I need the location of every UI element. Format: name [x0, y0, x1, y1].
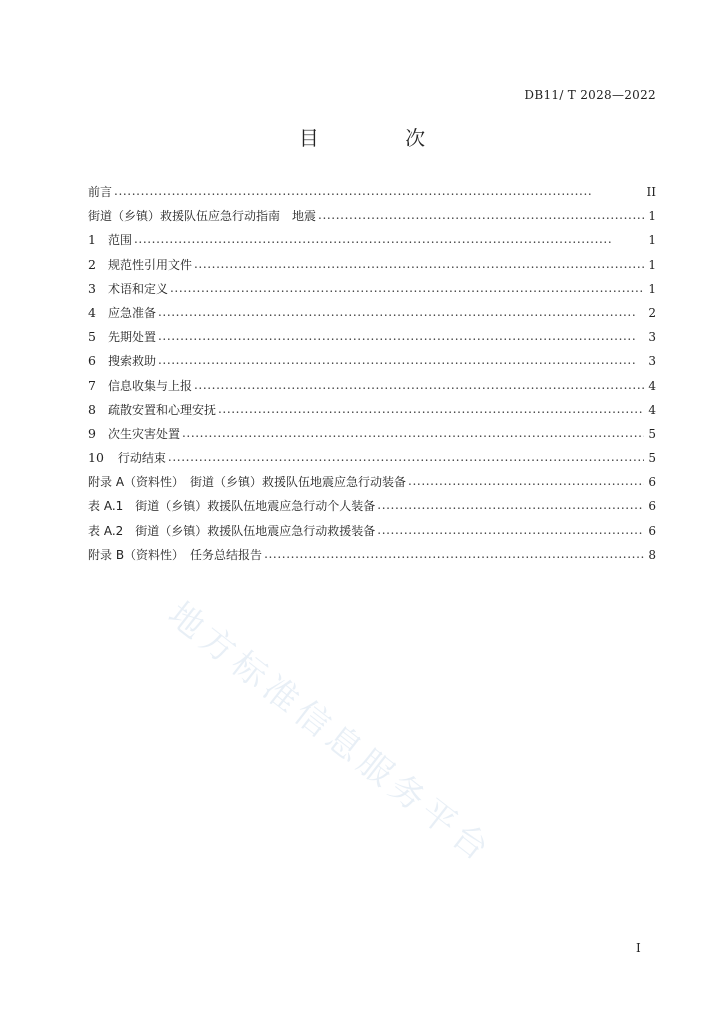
toc-entry-page: 6	[648, 475, 656, 490]
toc-entry-number: 1	[88, 232, 96, 248]
toc-entry-page: 2	[648, 305, 656, 320]
toc-leader-dots	[264, 547, 644, 559]
toc-entry-table-a1[interactable]	[88, 497, 656, 521]
toc-entry-label: 搜索救助	[107, 354, 156, 369]
toc-entry-page: 1	[648, 257, 656, 272]
toc-entry-page: 8	[648, 547, 656, 562]
toc-entry-terms[interactable]	[88, 280, 656, 304]
toc-entry-label: 应急准备	[107, 305, 156, 320]
toc-entry-number: 5	[88, 329, 96, 345]
toc-leader-dots	[377, 523, 644, 535]
toc-leader-dots	[182, 426, 644, 438]
toc-entry-number: 3	[88, 280, 96, 296]
toc-entry-page: 6	[648, 523, 656, 538]
table-of-contents	[88, 183, 656, 570]
toc-entry-page: 3	[648, 330, 656, 345]
toc-leader-dots	[158, 329, 644, 341]
toc-entry-preparation[interactable]	[88, 304, 656, 328]
toc-leader-dots	[194, 378, 644, 390]
toc-leader-dots	[377, 498, 644, 510]
toc-entry-page: 5	[648, 451, 656, 466]
page-title: 目 次	[298, 126, 466, 150]
toc-leader-dots	[158, 305, 644, 317]
toc-leader-dots	[134, 232, 644, 244]
toc-entry-page: II	[646, 185, 656, 199]
toc-entry-number: 2	[88, 256, 96, 272]
toc-entry-number: 9	[88, 425, 96, 441]
toc-entry-page: 1	[648, 209, 656, 224]
toc-entry-evacuation[interactable]	[88, 401, 656, 425]
toc-entry-foreword[interactable]	[88, 183, 656, 207]
toc-leader-dots	[318, 208, 644, 220]
toc-entry-label: 前言	[88, 185, 113, 199]
toc-entry-label: 次生灾害处置	[107, 426, 180, 441]
toc-entry-information-reporting[interactable]	[88, 377, 656, 401]
toc-entry-secondary-disasters[interactable]	[88, 425, 656, 449]
toc-entry-search-rescue[interactable]	[88, 352, 656, 376]
toc-entry-page: 1	[648, 233, 656, 248]
toc-entry-label: 表 A.2 街道（乡镇）救援队伍地震应急行动救援装备	[88, 523, 376, 538]
toc-entry-appendix-a[interactable]	[88, 473, 656, 497]
toc-entry-appendix-b[interactable]	[88, 546, 656, 570]
toc-entry-page: 6	[648, 499, 656, 514]
toc-entry-label: 疏散安置和心理安抚	[107, 402, 216, 417]
toc-entry-label: 规范性引用文件	[107, 257, 192, 272]
toc-entry-number: 4	[88, 304, 96, 320]
page-number: I	[636, 941, 641, 955]
toc-entry-label: 街道（乡镇）救援队伍应急行动指南 地震	[88, 209, 317, 224]
toc-entry-label: 表 A.1 街道（乡镇）救援队伍地震应急行动个人装备	[88, 499, 376, 514]
toc-entry-page: 4	[648, 378, 656, 393]
toc-entry-label: 信息收集与上报	[107, 378, 192, 393]
toc-leader-dots	[194, 257, 644, 269]
watermark: 地方标准信息服务平台	[160, 594, 501, 873]
toc-entry-label: 先期处置	[107, 330, 156, 345]
toc-entry-guide-title[interactable]	[88, 207, 656, 231]
toc-entry-label: 范围	[107, 233, 132, 248]
toc-entry-operation-end[interactable]	[88, 449, 656, 473]
toc-entry-table-a2[interactable]	[88, 522, 656, 546]
toc-entry-number: 6	[88, 353, 96, 369]
toc-entry-number: 8	[88, 401, 96, 417]
toc-entry-initial-response[interactable]	[88, 328, 656, 352]
toc-entry-page: 5	[648, 426, 656, 441]
toc-entry-page: 4	[648, 402, 656, 417]
toc-entry-number: 7	[88, 377, 96, 393]
toc-entry-label: 附录 A（资料性） 街道（乡镇）救援队伍地震应急行动装备	[88, 475, 407, 490]
toc-leader-dots	[218, 402, 644, 414]
toc-leader-dots	[168, 450, 644, 462]
toc-entry-number: 10	[88, 450, 104, 466]
toc-entry-page: 3	[648, 354, 656, 369]
toc-entry-page: 1	[648, 281, 656, 296]
toc-entry-normative-references[interactable]	[88, 256, 656, 280]
toc-leader-dots	[158, 353, 644, 365]
toc-leader-dots	[114, 184, 644, 196]
toc-leader-dots	[408, 474, 644, 486]
document-code: DB11/ T 2028—2022	[524, 88, 656, 102]
toc-leader-dots	[170, 281, 644, 293]
toc-entry-label: 行动结束	[117, 451, 166, 466]
toc-entry-label: 术语和定义	[107, 281, 168, 296]
toc-entry-scope[interactable]	[88, 231, 656, 255]
toc-entry-label: 附录 B（资料性） 任务总结报告	[88, 547, 263, 562]
